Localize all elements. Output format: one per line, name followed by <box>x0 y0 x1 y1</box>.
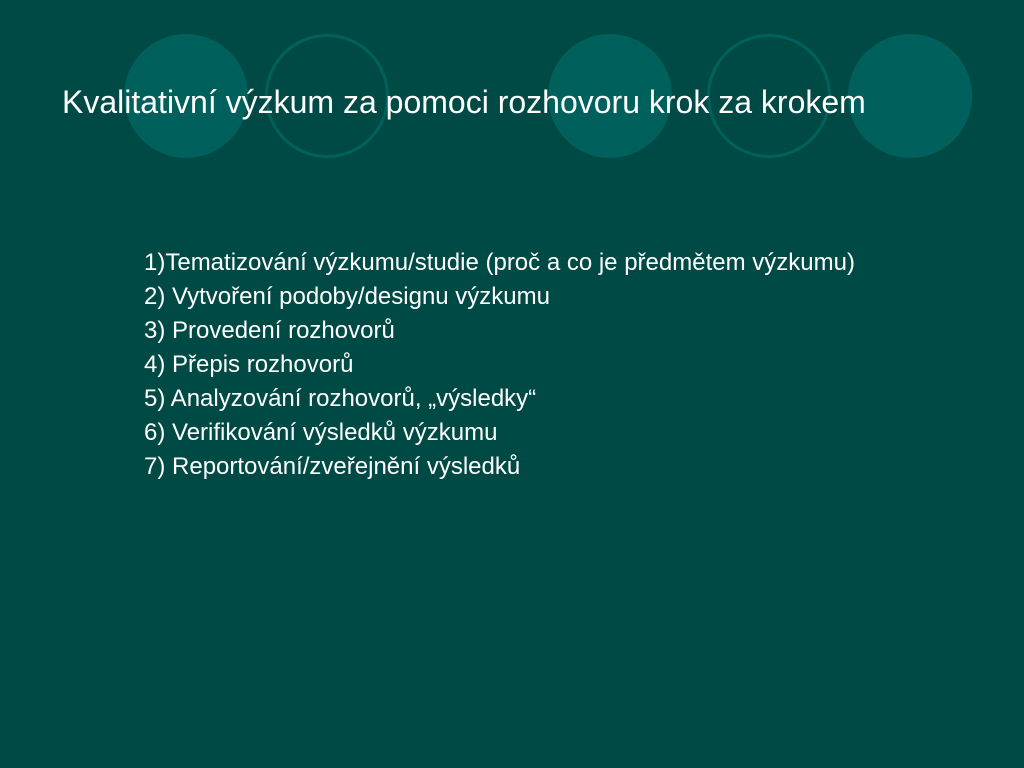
step-item-5: 5) Analyzování rozhovorů, „výsledky“ <box>144 385 537 412</box>
step-item-4: 4) Přepis rozhovorů <box>144 351 354 378</box>
steps-list <box>144 246 904 484</box>
step-item-3: 3) Provedení rozhovorů <box>144 317 395 344</box>
slide-title: Kvalitativní výzkum za pomoci rozhovoru krok za krokem <box>62 84 866 120</box>
step-item-6: 6) Verifikování výsledků výzkumu <box>144 419 498 446</box>
step-item-1: 1)Tematizování výzkumu/studie (proč a co je předmětem výzkumu) <box>144 249 855 276</box>
step-item-7: 7) Reportování/zveřejnění výsledků <box>144 453 521 480</box>
step-item-2: 2) Vytvoření podoby/designu výzkumu <box>144 283 550 310</box>
